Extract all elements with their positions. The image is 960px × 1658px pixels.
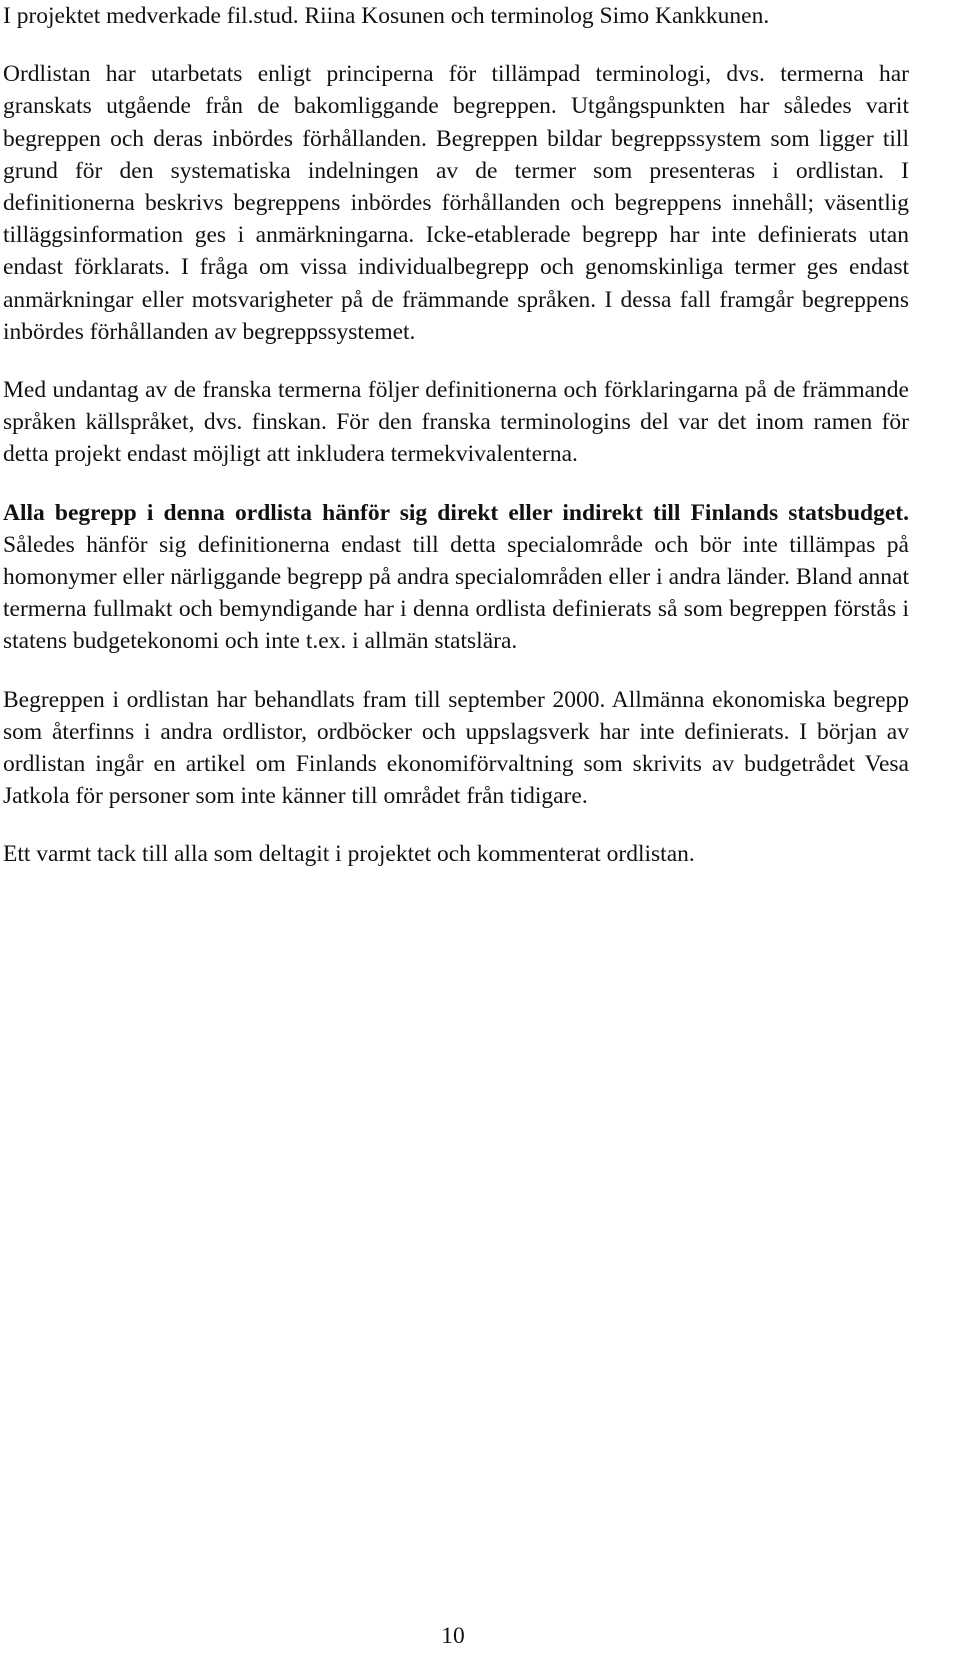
paragraph-scope	[3, 497, 909, 658]
paragraph-coverage	[3, 684, 909, 813]
paragraph-contributors	[3, 0, 909, 32]
paragraph-text: Således hänför sig definitionerna endast till detta specialområde och bör inte tillämpas på homonymer eller närliggande begrepp på andra specialområden eller i andra länder. Bland annat termerna fullmakt och bemyndigande har i denna ordlista definierats så som begreppen förstås i statens budgetekonomi och inte t.ex. i allmän statslära.	[3, 531, 909, 655]
paragraph-methodology	[3, 58, 909, 348]
page-number: 10	[441, 1623, 465, 1649]
paragraph-text: Ett varmt tack till alla som deltagit i projektet och kommenterat ordlistan.	[3, 841, 695, 868]
paragraph-text: Ordlistan har utarbetats enligt principerna för tillämpad terminologi, dvs. termerna har granskats utgående från de bakomliggande begreppen. Utgångspunkten har således varit begreppen och deras inbördes förhållanden. Begreppen bildar begreppssystem som ligger till grund för den systematiska indelningen av de termer som presenteras i ordlistan. I definitionerna beskrivs begreppens inbördes förhållanden och begreppens innehåll; väsentlig tilläggsinformation ges i anmärkningarna. Icke-etablerade begrepp har inte definierats utan endast förklarats. I fråga om vissa individualbegrepp och genomskinliga termer ges endast anmärkningar eller motsvarigheter på de främmande språken. I dessa fall framgår begreppens inbördes förhållanden av begreppssystemet.	[3, 61, 909, 345]
body-text	[3, 0, 909, 897]
paragraph-text: I projektet medverkade fil.stud. Riina Kosunen och terminolog Simo Kankkunen.	[3, 3, 770, 29]
paragraph-text: Begreppen i ordlistan har behandlats fram till september 2000. Allmänna ekonomiska begrepp som återfinns i andra ordlistor, ordböcker och uppslagsverk har inte definierats. I början av ordlistan ingår en artikel om Finlands ekonomiförvaltning som skrivits av budgetrådet Vesa Jatkola för personer som inte känner till området från tidigare.	[3, 686, 909, 810]
paragraph-thanks	[3, 838, 909, 870]
paragraph-foreign-languages	[3, 374, 909, 471]
paragraph-text: Med undantag av de franska termerna följer definitionerna och förklaringarna på de främmande språken källspråket, dvs. finskan. För den franska terminologins del var det inom ramen för detta projekt endast möjligt att inkludera termekvivalenterna.	[3, 377, 909, 468]
paragraph-bold-lead: Alla begrepp i denna ordlista hänför sig direkt eller indirekt till Finlands statsbudget.	[3, 499, 909, 526]
